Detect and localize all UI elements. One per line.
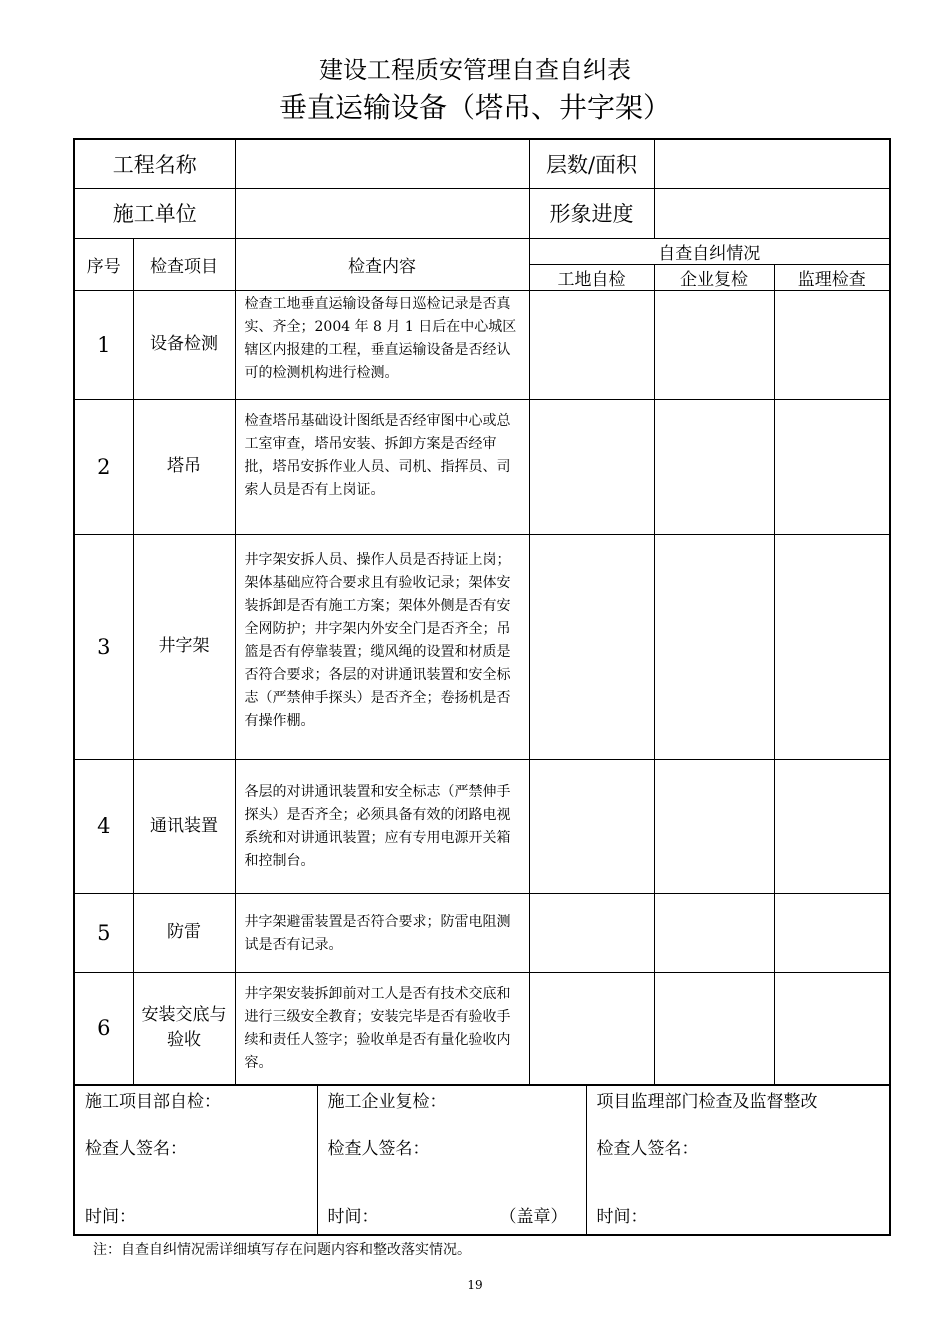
- seq-header: 序号: [74, 238, 133, 290]
- page-number: 19: [467, 1278, 483, 1292]
- row-seq: 4: [74, 759, 133, 893]
- row-seq: 1: [74, 290, 133, 399]
- row-seq: 6: [74, 972, 133, 1085]
- self-check-group-header: 自查自纠情况: [529, 238, 890, 264]
- supervision-check-cell[interactable]: [774, 290, 890, 399]
- table-row: [74, 399, 890, 534]
- supervision-check-header: 监理检查: [774, 264, 890, 290]
- row-item: 井字架: [133, 534, 235, 759]
- supervision-check-cell[interactable]: [774, 893, 890, 972]
- row-content: 井字架安拆人员、操作人员是否持证上岗；架体基础应符合要求且有验收记录；架体安装拆卸是否有施工方案；架体外侧是否有安全网防护；井字架内外安全门是否齐全；吊篮是否有停靠装置；缆风绳的设置和材质是否符合要求；各层的对讲通讯装置和安全标志（严禁伸手探头）是否齐全；卷扬机是否有操作棚。: [235, 534, 529, 759]
- company-recheck-cell[interactable]: [654, 893, 774, 972]
- company-recheck-signoff[interactable]: [317, 1084, 586, 1235]
- time-label: 时间：: [596, 1207, 648, 1227]
- company-recheck-cell[interactable]: [654, 972, 774, 1085]
- row-content: 井字架避雷装置是否符合要求；防雷电阻测试是否有记录。: [235, 893, 529, 972]
- row-seq: 3: [74, 534, 133, 759]
- supervision-check-cell[interactable]: [774, 534, 890, 759]
- contractor-field[interactable]: [235, 188, 529, 238]
- supervision-check-cell[interactable]: [774, 972, 890, 1085]
- company-recheck-cell[interactable]: [654, 534, 774, 759]
- signoff-table: [73, 1084, 891, 1236]
- table-row: [74, 972, 890, 1085]
- signoff-heading: 施工企业复检：: [327, 1092, 447, 1112]
- item-header: 检查项目: [133, 238, 235, 290]
- column-header-row: [74, 238, 890, 264]
- signer-label: 检查人签名：: [85, 1139, 187, 1159]
- row-item: 安装交底与验收: [133, 972, 235, 1085]
- row-seq: 2: [74, 399, 133, 534]
- row-item: 塔吊: [133, 399, 235, 534]
- time-label: 时间：: [327, 1207, 379, 1227]
- table-row: [74, 290, 890, 399]
- company-recheck-cell[interactable]: [654, 399, 774, 534]
- project-name-row: [74, 139, 890, 188]
- table-row: [74, 893, 890, 972]
- form-subtitle: 垂直运输设备（塔吊、井字架）: [278, 91, 671, 124]
- content-header: 检查内容: [235, 238, 529, 290]
- site-check-header: 工地自检: [529, 264, 654, 290]
- floors-area-label: 层数/面积: [529, 139, 654, 188]
- inspection-table: [73, 138, 891, 1086]
- company-recheck-cell[interactable]: [654, 759, 774, 893]
- row-item: 通讯装置: [133, 759, 235, 893]
- supervision-check-cell[interactable]: [774, 759, 890, 893]
- progress-label: 形象进度: [529, 188, 654, 238]
- site-check-cell[interactable]: [529, 534, 654, 759]
- site-check-cell[interactable]: [529, 893, 654, 972]
- project-name-field[interactable]: [235, 139, 529, 188]
- table-row: [74, 534, 890, 759]
- signoff-heading: 施工项目部自检：: [85, 1092, 221, 1112]
- site-check-cell[interactable]: [529, 399, 654, 534]
- progress-field[interactable]: [654, 188, 890, 238]
- stamp-label: （盖章）: [499, 1207, 568, 1227]
- site-self-check-signoff[interactable]: [74, 1084, 317, 1235]
- row-content: 检查工地垂直运输设备每日巡检记录是否真实、齐全；2004 年 8 月 1 日后在中心城区辖区内报建的工程，垂直运输设备是否经认可的检测机构进行检测。: [235, 290, 529, 399]
- site-check-cell[interactable]: [529, 759, 654, 893]
- site-check-cell[interactable]: [529, 290, 654, 399]
- table-row: [74, 759, 890, 893]
- company-recheck-header: 企业复检: [654, 264, 774, 290]
- time-label: 时间：: [85, 1207, 136, 1227]
- supervision-check-cell[interactable]: [774, 399, 890, 534]
- contractor-label: 施工单位: [74, 188, 235, 238]
- signer-label: 检查人签名：: [327, 1139, 430, 1159]
- supervision-signoff[interactable]: [586, 1084, 890, 1235]
- row-content: 检查塔吊基础设计图纸是否经审图中心或总工室审查，塔吊安装、拆卸方案是否经审批，塔吊安拆作业人员、司机、指挥员、司索人员是否有上岗证。: [235, 399, 529, 534]
- signoff-heading: 项目监理部门检查及监督整改: [596, 1092, 818, 1112]
- project-name-label: 工程名称: [74, 139, 235, 188]
- row-content: 各层的对讲通讯装置和安全标志（严禁伸手探头）是否齐全；必须具备有效的闭路电视系统和对讲通讯装置；应有专用电源开关箱和控制台。: [235, 759, 529, 893]
- row-seq: 5: [74, 893, 133, 972]
- form-title: 建设工程质安管理自查自纠表: [319, 56, 631, 84]
- footnote: 注：自查自纠情况需详细填写存在问题内容和整改落实情况。: [93, 1242, 471, 1258]
- row-content: 井字架安装拆卸前对工人是否有技术交底和进行三级安全教育；安装完毕是否有验收手续和责任人签字；验收单是否有量化验收内容。: [235, 972, 529, 1085]
- row-item: 设备检测: [133, 290, 235, 399]
- site-check-cell[interactable]: [529, 972, 654, 1085]
- contractor-row: [74, 188, 890, 238]
- row-item: 防雷: [133, 893, 235, 972]
- signer-label: 检查人签名：: [596, 1139, 699, 1159]
- floors-area-field[interactable]: [654, 139, 890, 188]
- company-recheck-cell[interactable]: [654, 290, 774, 399]
